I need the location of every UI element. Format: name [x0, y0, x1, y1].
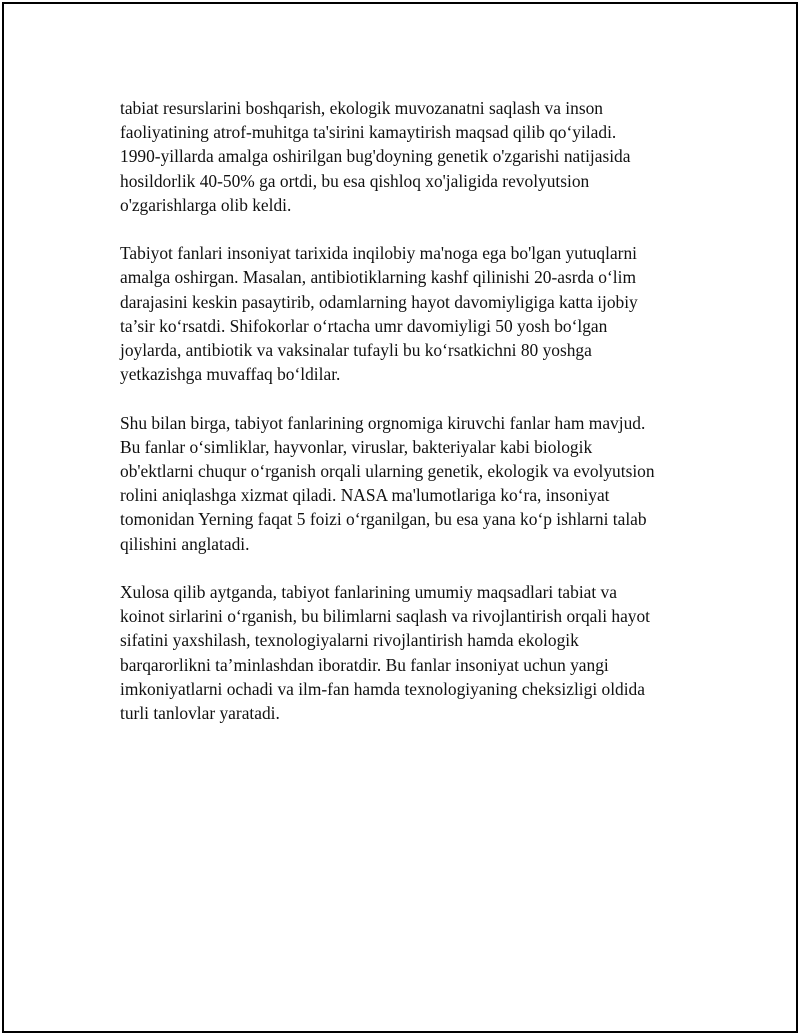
text-line: Tabiyot fanlari insoniyat tarixida inqilobiy ma'noga ega bo'lgan yutuqlarni: [120, 243, 637, 264]
text-line: koinot sirlarini o‘rganish, bu bilimlarni saqlash va rivojlantirish orqali hayot: [120, 606, 651, 627]
text-line: faoliyatining atrof-muhitga ta'sirini kamaytirish maqsad qilib qo‘yiladi.: [120, 122, 617, 143]
text-line: sifatini yaxshilash, texnologiyalarni rivojlantirish hamda ekologik: [120, 630, 579, 651]
text-line: yetkazishga muvaffaq bo‘ldilar.: [120, 364, 341, 385]
text-line: Shu bilan birga, tabiyot fanlarining orgnomiga kiruvchi fanlar ham mavjud.: [120, 412, 646, 433]
text-line: Bu fanlar o‘simliklar, hayvonlar, viruslar, bakteriyalar kabi biologik: [120, 436, 593, 457]
text-line: amalga oshirgan. Masalan, antibiotiklarning kashf qilinishi 20-asrda o‘lim: [120, 267, 636, 288]
text-line: turli tanlovlar yaratadi.: [120, 703, 280, 724]
text-line: ta’sir ko‘rsatdi. Shifokorlar o‘rtacha umr davomiyligi 50 yosh bo‘lgan: [120, 315, 608, 336]
text-line: Xulosa qilib aytganda, tabiyot fanlarining umumiy maqsadlari tabiat va: [120, 582, 617, 603]
text-line: darajasini keskin pasaytirib, odamlarning hayot davomiyligiga katta ijobiy: [120, 291, 638, 312]
text-line: qilishini anglatadi.: [120, 533, 250, 554]
document-page: [2, 2, 798, 1033]
text-line: tomonidan Yerning faqat 5 foizi o‘rganilgan, bu esa yana ko‘p ishlarni talab: [120, 509, 647, 530]
text-line: 1990-yillarda amalga oshirilgan bug'doyning genetik o'zgarishi natijasida: [120, 146, 631, 167]
paragraph-4: [120, 580, 700, 725]
text-line: tabiat resurslarini boshqarish, ekologik muvozanatni saqlash va inson: [120, 98, 603, 118]
text-line: barqarorlikni ta’minlashdan iboratdir. Bu fanlar insoniyat uchun yangi: [120, 654, 609, 675]
text-line: joylarda, antibiotik va vaksinalar tufayli bu ko‘rsatkichni 80 yoshga: [120, 340, 592, 361]
text-line: ob'ektlarni chuqur o‘rganish orqali ularning genetik, ekologik va evolyutsion: [120, 461, 655, 482]
paragraph-2: [120, 241, 700, 386]
text-line: o'zgarishlarga olib keldi.: [120, 194, 292, 215]
paragraph-3: [120, 411, 700, 556]
text-line: imkoniyatlarni ochadi va ilm-fan hamda texnologiyaning cheksizligi oldida: [120, 678, 645, 699]
text-line: hosildorlik 40-50% ga ortdi, bu esa qishloq xo'jaligida revolyutsion: [120, 170, 590, 191]
paragraph-1: [120, 96, 700, 217]
text-line: rolini aniqlashga xizmat qiladi. NASA ma'lumotlariga ko‘ra, insoniyat: [120, 485, 610, 506]
document-body: [120, 96, 700, 749]
